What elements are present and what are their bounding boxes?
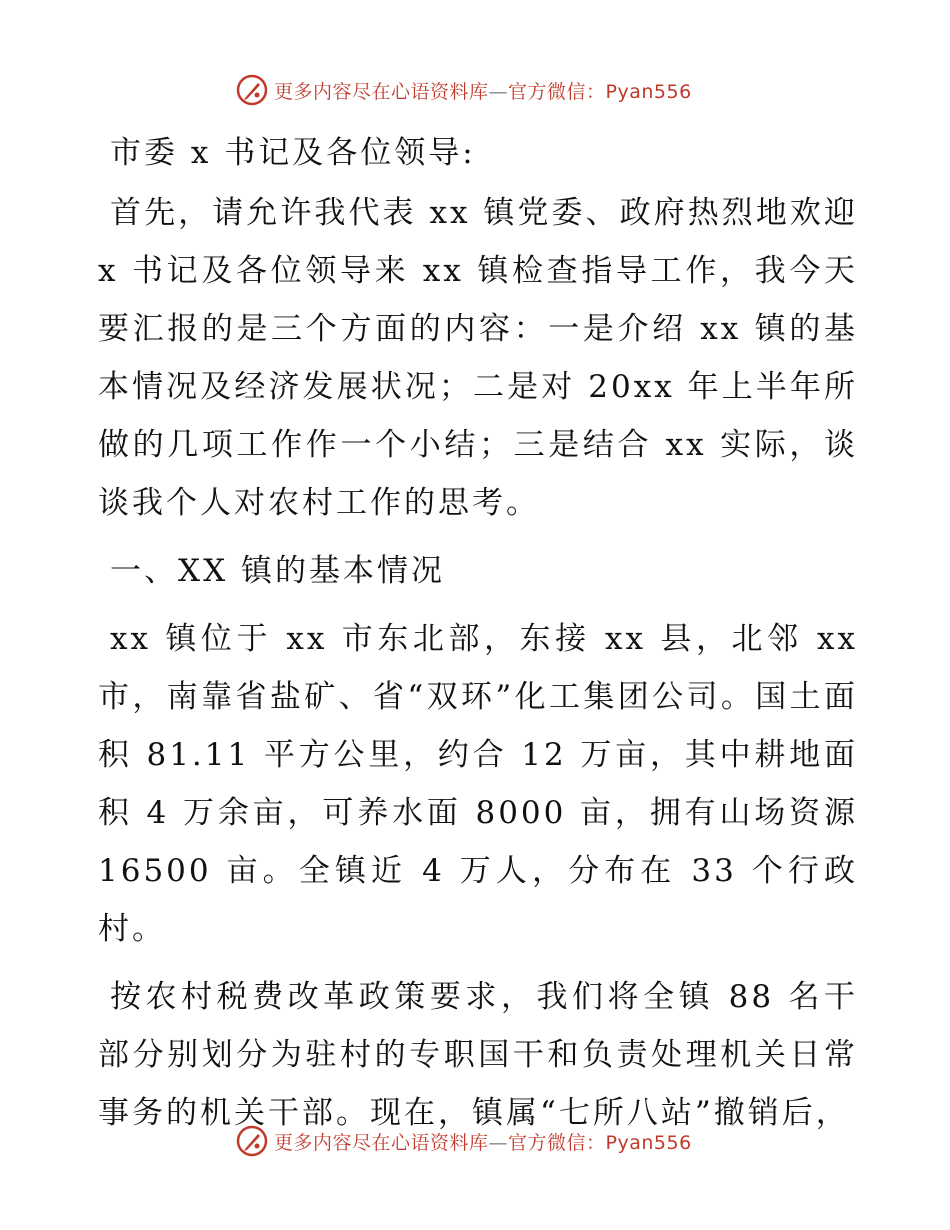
- watermark-separator: —: [488, 80, 509, 103]
- watermark-account: Pyan556: [605, 80, 692, 103]
- section-paragraph-2: 按农村税费改革政策要求，我们将全镇 88 名干部分别划分为驻村的专职国干和负责处理机关日常事务的机关干部。现在，镇属“七所八站”撤销后，: [98, 979, 858, 1131]
- salutation: 市委 x 书记及各位领导:: [110, 135, 476, 171]
- quill-seal-icon: [236, 74, 268, 106]
- section-heading: 一、XX 镇的基本情况: [110, 553, 445, 589]
- watermark-suffix: 官方微信：: [508, 80, 606, 103]
- footer-watermark: [236, 1123, 692, 1159]
- quill-seal-icon: [236, 1125, 268, 1157]
- document-body: [98, 124, 858, 1152]
- watermark-separator: —: [488, 1131, 509, 1154]
- watermark-account: Pyan556: [605, 1131, 692, 1154]
- intro-paragraph: 首先，请允许我代表 xx 镇党委、政府热烈地欢迎 x 书记及各位领导来 xx 镇检查指导工作，我今天要汇报的是三个方面的内容：一是介绍 xx 镇的基本情况及经济发展状况；二是对 20xx 年上半年所做的几项工作作一个小结；三是结合 xx 实际，谈谈我个人对农村工作的思考。: [98, 195, 858, 521]
- watermark-slogan: 更多内容尽在心语资料库: [274, 80, 489, 103]
- header-watermark: [236, 72, 692, 108]
- section-paragraph-1: xx 镇位于 xx 市东北部，东接 xx 县，北邻 xx 市，南靠省盐矿、省“双环”化工集团公司。国土面积 81.11 平方公里，约合 12 万亩，其中耕地面积 4 万余亩，可养水面 8000 亩，拥有山场资源 16500 亩。全镇近 4 万人，分布在 33 个行政村。: [98, 621, 858, 947]
- watermark-text: [274, 77, 692, 104]
- watermark-text: [274, 1128, 692, 1155]
- watermark-suffix: 官方微信：: [508, 1131, 606, 1154]
- watermark-slogan: 更多内容尽在心语资料库: [274, 1131, 489, 1154]
